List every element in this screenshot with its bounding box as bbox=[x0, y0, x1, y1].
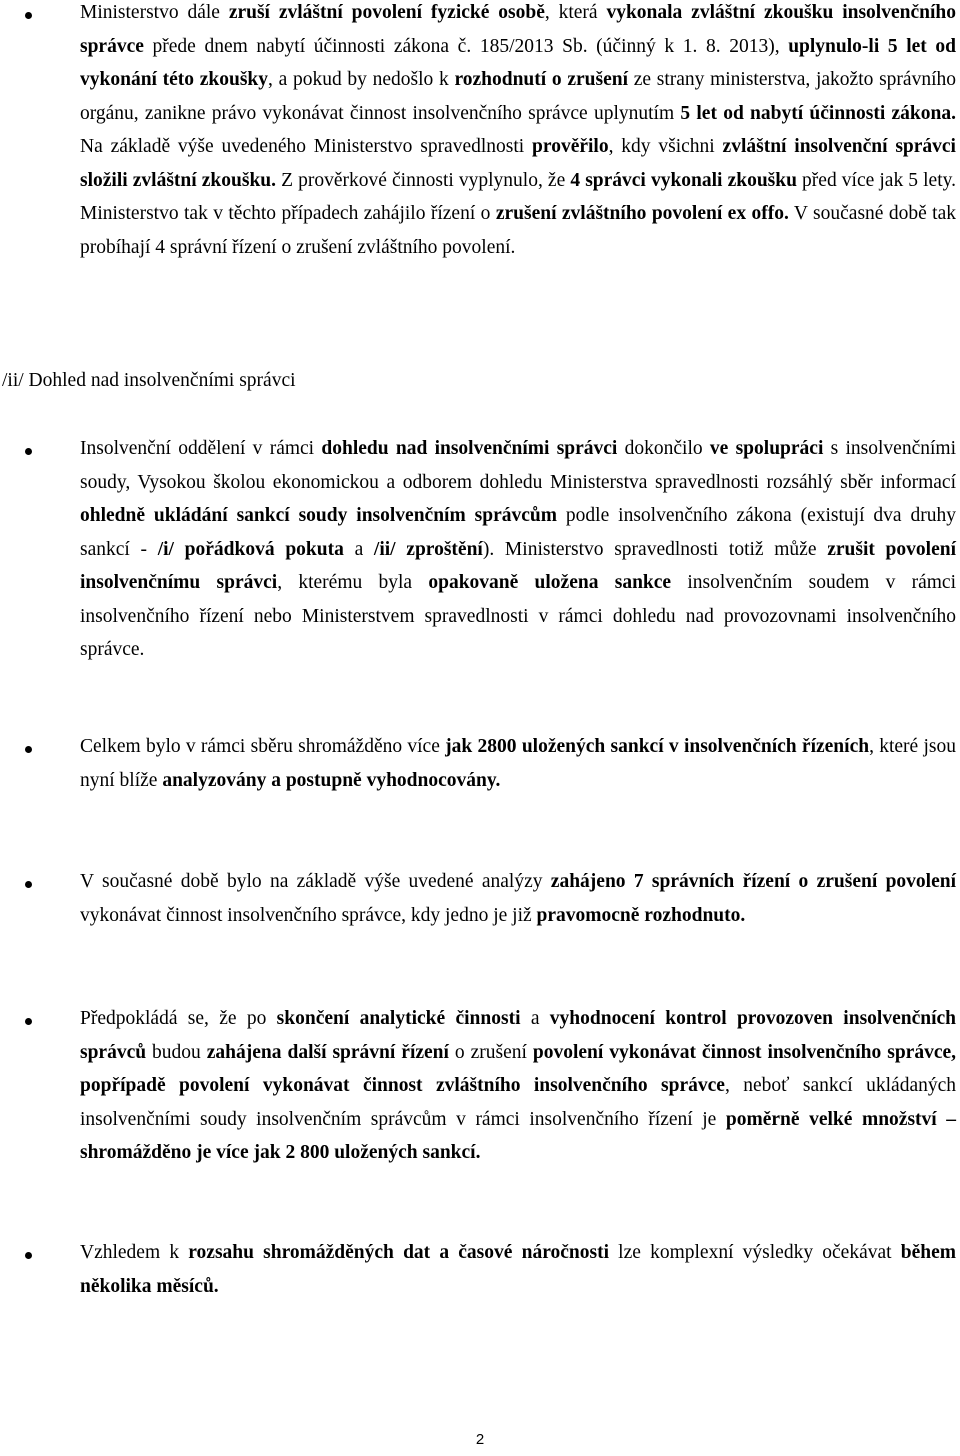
text-run: Na základě výše uvedeného Ministerstvo spravedlnosti bbox=[80, 136, 533, 157]
bold-text-run: zvláštní insolvenční správci složili zvláštní zkoušku. bbox=[80, 136, 956, 191]
text-run: ze strany ministerstva, jakožto správního orgánu, zanikne právo vykonávat činnost insolvenčního správce uplynutím bbox=[80, 69, 956, 124]
bold-text-run: pravomocně rozhodnuto. bbox=[536, 904, 746, 926]
bold-text-run: dohledu nad insolvenčními správci bbox=[321, 438, 618, 459]
bold-text-run: skončení analytické činnosti bbox=[276, 1008, 521, 1029]
bold-text-run: 5 let od nabytí účinnosti zákona. bbox=[680, 102, 956, 124]
paragraph-supervision bbox=[80, 432, 956, 667]
text-run: ). Ministerstvo spravedlnosti totiž může bbox=[482, 538, 828, 560]
text-run: podle insolvenčního zákona (existují dva druhy sankcí - bbox=[80, 505, 957, 560]
bullet-icon bbox=[25, 1018, 32, 1025]
bullet-icon bbox=[25, 746, 32, 753]
bold-text-run: zrušení zvláštního povolení ex offo. bbox=[495, 203, 789, 224]
text-run: Vzhledem k bbox=[80, 1242, 189, 1263]
bold-text-run: zahájeno 7 správních řízení o zrušení povolení bbox=[550, 871, 956, 892]
paragraph-results bbox=[80, 1236, 956, 1303]
paragraph-proceedings bbox=[80, 865, 956, 932]
text-run: , kterému byla bbox=[277, 572, 429, 593]
text-run: a bbox=[343, 538, 374, 560]
text-run: s insolvenčními soudy, Vysokou školou ekonomickou a odborem dohledu Ministerstva spravedlnosti rozsáhlý sběr informací bbox=[80, 438, 956, 493]
bold-text-run: vyhodnocení kontrol provozoven insolvenčních správců bbox=[80, 1008, 956, 1063]
bullet-icon bbox=[25, 881, 32, 888]
text-run: Celkem bylo v rámci sběru shromážděno více bbox=[80, 736, 446, 757]
text-run: před více jak 5 lety. Ministerstvo tak v těchto případech zahájilo řízení o bbox=[80, 169, 956, 224]
bold-text-run: rozhodnutí o zrušení bbox=[454, 69, 629, 90]
text-run: , kdy všichni bbox=[608, 136, 723, 157]
bold-text-run: zrušit povolení insolvenčnímu správci bbox=[80, 538, 956, 593]
text-run: , neboť sankcí ukládaných insolvenčními soudy insolvenčním správcům v rámci insolvenčního řízení je bbox=[80, 1075, 957, 1130]
text-run: V současné době bylo na základě výše uvedené analýzy bbox=[80, 871, 551, 892]
bold-text-run: povolení vykonávat činnost insolvenčního správce, popřípadě povolení vykonávat činnost zvláštního insolvenčního správce bbox=[80, 1041, 957, 1096]
text-run: Ministerstvo dále bbox=[80, 2, 229, 23]
bold-text-run: 4 správci vykonali zkoušku bbox=[570, 169, 797, 191]
bold-text-run: ve spolupráci bbox=[709, 438, 824, 459]
text-run: , které jsou nyní blíže bbox=[80, 736, 957, 791]
text-run: lze komplexní výsledky očekávat bbox=[609, 1242, 901, 1263]
text-run: Insolvenční oddělení v rámci bbox=[80, 438, 322, 459]
bold-text-run: rozsahu shromážděných dat a časové náročnosti bbox=[188, 1242, 609, 1263]
paragraph-expectation bbox=[80, 1002, 956, 1170]
bold-text-run: prověřilo bbox=[532, 136, 609, 157]
bold-text-run: během několika měsíců. bbox=[80, 1242, 956, 1297]
text-run: , která bbox=[544, 2, 607, 23]
bold-text-run: jak 2800 uložených sankcí v insolvenčních řízeních bbox=[445, 736, 870, 757]
text-run: přede dnem nabytí účinnosti zákona č. 185/2013 Sb. (účinný k 1. 8. 2013), bbox=[143, 35, 789, 57]
bold-text-run: vykonala zvláštní zkoušku insolvenčního správce bbox=[80, 2, 956, 57]
bold-text-run: zahájena další správní řízení bbox=[206, 1041, 449, 1063]
bullet-icon bbox=[25, 1252, 32, 1259]
bold-text-run: zruší zvláštní povolení fyzické osobě bbox=[228, 2, 545, 23]
text-run: Předpokládá se, že po bbox=[80, 1008, 277, 1029]
page-number: 2 bbox=[475, 1431, 485, 1448]
text-run: budou bbox=[146, 1041, 207, 1063]
bold-text-run: /ii/ zproštění bbox=[373, 538, 483, 560]
section-heading: /ii/ Dohled nad insolvenčními správci bbox=[2, 370, 296, 391]
text-run: vykonávat činnost insolvenčního správce, kdy jedno je již bbox=[80, 904, 537, 926]
bold-text-run: ohledně ukládání sankcí soudy insolvenčním správcům bbox=[80, 505, 557, 526]
text-run: o zrušení bbox=[448, 1041, 533, 1063]
bold-text-run: uplynulo-li 5 let od vykonání této zkoušky bbox=[80, 35, 956, 90]
bold-text-run: opakovaně uložena sankce bbox=[428, 572, 672, 593]
bold-text-run: analyzovány a postupně vyhodnocovány. bbox=[162, 769, 501, 791]
text-run: V současné době tak probíhají 4 správní řízení o zrušení zvláštního povolení. bbox=[80, 203, 957, 258]
text-run: insolvenčním soudem v rámci insolvenčního řízení nebo Ministerstvem spravedlnosti v rámci dohledu nad provozovnami insolvenčního správce. bbox=[80, 572, 957, 660]
bullet-icon bbox=[25, 12, 32, 19]
text-run: dokončilo bbox=[617, 438, 710, 459]
bullet-icon bbox=[25, 448, 32, 455]
text-run: a bbox=[520, 1008, 550, 1029]
text-run: , a pokud by nedošlo k bbox=[268, 69, 455, 90]
bold-text-run: /i/ pořádková pokuta bbox=[157, 538, 344, 560]
paragraph-sanctions-total bbox=[80, 730, 956, 797]
paragraph-special-permit bbox=[80, 0, 956, 264]
bold-text-run: poměrně velké množství – shromážděno je více jak 2 800 uložených sankcí. bbox=[80, 1108, 956, 1163]
text-run: Z prověrkové činnosti vyplynulo, že bbox=[276, 169, 571, 191]
